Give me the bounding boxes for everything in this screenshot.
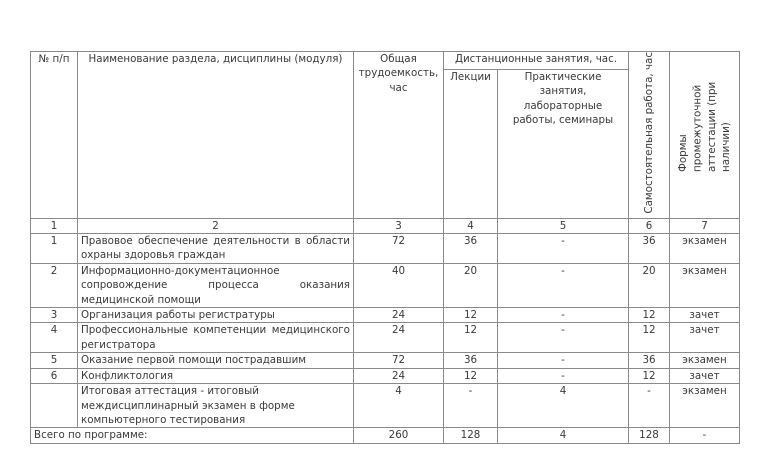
row-practical: -	[498, 368, 629, 383]
header-distance: Дистанционные занятия, час.	[444, 52, 629, 70]
table-row	[31, 263, 740, 307]
row-total: 24	[354, 323, 444, 353]
row-lectures: 12	[444, 368, 498, 383]
table-row	[31, 308, 740, 323]
column-numbers-row	[31, 218, 740, 233]
row-total: 72	[354, 234, 444, 264]
row-num: 5	[31, 353, 78, 368]
row-num: 2	[31, 263, 78, 307]
row-self-study: 12	[629, 368, 670, 383]
header-lectures: Лекции	[444, 69, 498, 218]
header-self-study: Самостоятельная работа, час	[629, 52, 670, 219]
row-lectures: -	[444, 384, 498, 428]
total-form: -	[670, 428, 740, 443]
total-lectures: 128	[444, 428, 498, 443]
header-total: Общая трудоемкость, час	[354, 52, 444, 219]
row-self-study: 36	[629, 234, 670, 264]
row-practical: -	[498, 308, 629, 323]
column-number: 7	[670, 218, 740, 233]
column-number: 4	[444, 218, 498, 233]
row-practical: 4	[498, 384, 629, 428]
row-name: Оказание первой помощи пострадавшим	[78, 353, 354, 368]
row-name: Организация работы регистратуры	[78, 308, 354, 323]
row-total: 24	[354, 368, 444, 383]
row-lectures: 36	[444, 353, 498, 368]
row-num: 4	[31, 323, 78, 353]
row-form: зачет	[670, 323, 740, 353]
row-form: зачет	[670, 368, 740, 383]
row-name: Правовое обеспечение деятельности в области охраны здоровья граждан	[78, 234, 354, 264]
row-practical: -	[498, 323, 629, 353]
column-number: 6	[629, 218, 670, 233]
row-form: экзамен	[670, 384, 740, 428]
row-total: 24	[354, 308, 444, 323]
row-self-study: 12	[629, 308, 670, 323]
row-num: 1	[31, 234, 78, 264]
row-practical: -	[498, 353, 629, 368]
row-self-study: 12	[629, 323, 670, 353]
row-self-study: 20	[629, 263, 670, 307]
table-row	[31, 368, 740, 383]
row-lectures: 12	[444, 323, 498, 353]
header-name: Наименование раздела, дисциплины (модуля)	[78, 52, 354, 219]
header-attestation: Формы промежуточной аттестации (при наличии)	[670, 52, 740, 219]
column-number: 1	[31, 218, 78, 233]
row-name: Конфликтология	[78, 368, 354, 383]
column-number: 2	[78, 218, 354, 233]
column-number: 5	[498, 218, 629, 233]
row-num: 6	[31, 368, 78, 383]
row-lectures: 36	[444, 234, 498, 264]
row-practical: -	[498, 234, 629, 264]
total-label: Всего по программе:	[31, 428, 354, 443]
table-row	[31, 353, 740, 368]
row-name: Информационно-документационное сопровождение процесса оказания медицинской помощи	[78, 263, 354, 307]
row-name: Профессиональные компетенции медицинского регистратора	[78, 323, 354, 353]
table-row	[31, 384, 740, 428]
row-total: 40	[354, 263, 444, 307]
total-row	[31, 428, 740, 443]
row-total: 4	[354, 384, 444, 428]
curriculum-table	[30, 51, 740, 444]
row-num: 3	[31, 308, 78, 323]
row-self-study: -	[629, 384, 670, 428]
row-practical: -	[498, 263, 629, 307]
row-lectures: 20	[444, 263, 498, 307]
row-lectures: 12	[444, 308, 498, 323]
table-row	[31, 323, 740, 353]
total-hours: 260	[354, 428, 444, 443]
row-name: Итоговая аттестация - итоговый междисциплинарный экзамен в форме компьютерного тестирования	[78, 384, 354, 428]
total-practical: 4	[498, 428, 629, 443]
row-form: экзамен	[670, 263, 740, 307]
header-num: № п/п	[31, 52, 78, 219]
row-self-study: 36	[629, 353, 670, 368]
total-self-study: 128	[629, 428, 670, 443]
row-form: экзамен	[670, 353, 740, 368]
header-practical: Практические занятия, лабораторные работы, семинары	[498, 69, 629, 218]
row-form: зачет	[670, 308, 740, 323]
column-number: 3	[354, 218, 444, 233]
row-num	[31, 384, 78, 428]
row-total: 72	[354, 353, 444, 368]
table-row	[31, 234, 740, 264]
row-form: экзамен	[670, 234, 740, 264]
